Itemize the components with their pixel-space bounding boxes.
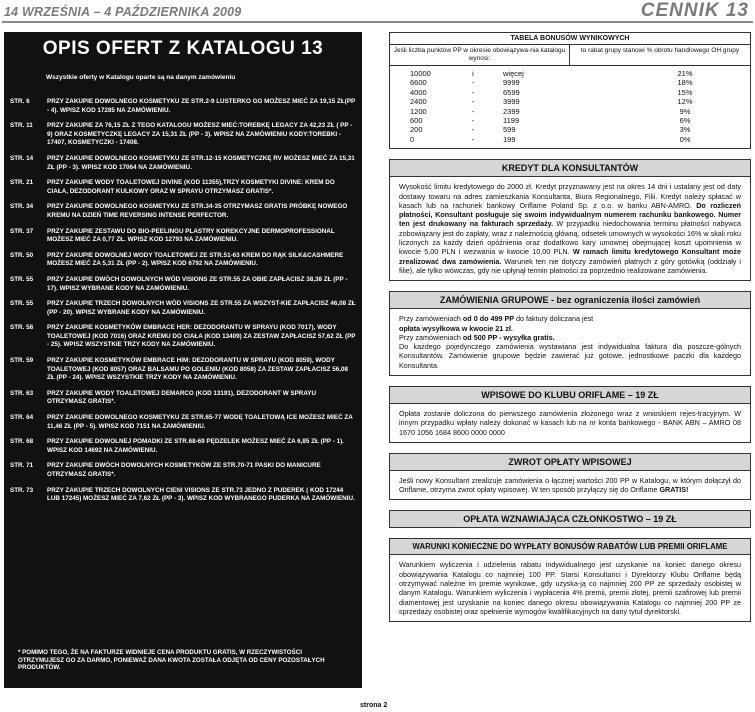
bonus-pct: 0% (679, 134, 691, 144)
bonus-to: 599 (503, 125, 516, 135)
group-line-4: Do każdego pojedynczego zamówienia wystawiana jest indywidualna faktura dla poszcze-gólnych Konsultantów. Zamówienie grupowe będzie zawierać już gotowe, jednostkowe paczki dla każdego Konsultanta. (399, 342, 741, 370)
offer-text: PRZY ZAKUPIE DOWOLNEJ WODY TOALETOWEJ ZE STR.51-63 KREM DO RĄK SILK&CASHMERE MOŻESZ MIEĆ ZA 5,31 ZŁ (PP - 2). WPISZ KOD 6792 NA ZAMÓWIENIU. (47, 251, 344, 268)
offer-item (10, 438, 356, 455)
offers-footnote: * POMIMO TEGO, ŻE NA FAKTURZE WIDNIEJE CENA PRODUKTU GRATIS, W RZECZYWISTOŚCI OTRZYMUJESZ GO ZA DARMO, PONIEWAŻ DANA KWOTA ZOSTAŁA ODJĘTA OD CENY POZOSTAŁYCH PRODUKTÓW. (18, 649, 325, 672)
refund-box (389, 453, 751, 501)
bonus-to: 9999 (503, 78, 520, 88)
offer-item (10, 462, 356, 479)
offer-item (10, 122, 356, 148)
offer-page: STR. 34 (10, 203, 34, 211)
refund-text: Jeśli nowy Konsultant zrealizuje zamówienia o łącznej wartości 200 PP w Katalogu, w którym dołączył do Oriflame, otrzyma zwrot opłaty wpisowej. W ten sposób przyłączy się do Oriflame GRATIS! (399, 475, 741, 495)
offer-text: PRZY ZAKUPIE KOSMETYKÓW EMBRACE HER: DEZODORANTU W SPRAYU (KOD 7017), WODY TOALETOWEJ (KOD 7016) ORAZ KREMU DO CIAŁA (KOD 13409) ZA ZESTAW ZAPŁACISZ 57,62 ZŁ (PP - 25). WPISZ WSZYSTKIE TRZY KODY NA ZAMÓWIENIU. (47, 324, 356, 349)
offer-page: STR. 71 (10, 462, 34, 470)
bonus-row (390, 88, 750, 97)
offer-page: STR. 50 (10, 251, 34, 259)
offers-list (10, 98, 356, 511)
group-line-2: opłata wysyłkowa w kwocie 21 zł. (399, 323, 513, 333)
bonus-sep: i (472, 69, 474, 78)
offer-text: PRZY ZAKUPIE WODY TOALETOWEJ DEMARCO (KOD 13191), DEZODORANT W SPRAYU OTRZYMASZ GRATIS*. (47, 389, 317, 406)
bonus-pct: 18% (677, 78, 693, 88)
credit-bold1: Do rozliczeń płatności, Konsultant posługuje się swoim indywidualnym numerem rachunku bankowego. Numer ten jest drukowany na fakturach sprzedaży. (399, 200, 741, 229)
entry-fee-text: Opłata zostanie doliczona do pierwszego zamówienia złożonego wraz z wnioskiem rejes-tracyjnym. W innym przypadku wpłaty należy dokonać w kasach lub na nr konta bankowego - BANK ABN – AMRO 08 1670 1056 1684 8600 0000 0000 (399, 409, 741, 437)
bonus-row (390, 107, 750, 116)
info-column (389, 32, 751, 632)
bonus-sep: - (471, 116, 475, 126)
bonus-to: 199 (503, 134, 516, 144)
bonus-pct: 12% (677, 97, 693, 107)
bonus-to: 6599 (503, 87, 520, 97)
offer-page: STR. 11 (10, 122, 33, 130)
bonus-from: 200 (410, 125, 423, 135)
bonus-table-rows (390, 66, 750, 148)
header-date: 14 WRZEŚNIA – 4 PAŹDZIERNIKA 2009 (4, 5, 242, 19)
group-orders-title (390, 292, 750, 309)
offer-text: PRZY ZAKUPIE TRZECH DOWOLNYCH CIENI VISIONS ZE STR.73 JEDNO Z PUDEREK ( KOD 17244 LUB 17245) MOŻESZ MIEĆ ZA 7,62 ZŁ (PP - 3). WPISZ KOD WYBRANEGO PUDERKA NA ZAMÓWIENIU. (47, 486, 355, 503)
entry-fee-title: WPISOWE DO KLUBU ORIFLAME – 19 ZŁ (390, 387, 750, 404)
offer-text: PRZY ZAKUPIE DWÓCH DOWOLNYCH KOSMETYKÓW ZE STR.70-71 PASKI DO MANICURE OTRZYMASZ GRATIS*. (47, 462, 321, 478)
bonus-row (390, 125, 750, 134)
bonus-to: więcej (503, 69, 524, 78)
offer-text: PRZY ZAKUPIE DWÓCH DOWOLNYCH WÓD VISIONS ZE STR.55 ZA OBIE ZAPŁACISZ 38,38 ZŁ (PP - 17). WPISZ WYBRANE KODY NA ZAMÓWIENIU. (47, 275, 348, 292)
offer-text: PRZY ZAKUPIE DOWOLNEGO KOSMETYKU ZE STR.65-77 WODĘ TOALETOWĄ ICE MOŻESZ MIEĆ ZA 11,46 ZŁ (PP - 5). WPISZ KOD 7151 NA ZAMÓWIENIU. (47, 414, 353, 430)
bonus-row (390, 97, 750, 106)
bonus-from: 2400 (410, 97, 427, 107)
group-line-1: Przy zamówieniach od 0 do 499 PP do faktury doliczana jest (399, 314, 594, 324)
offer-item (10, 203, 356, 220)
offer-item (10, 357, 356, 383)
offer-text: PRZY ZAKUPIE DOWOLNEGO KOSMETYKU ZE STR.2-9 LUSTERKO GG MOŻESZ MIEĆ ZA 19,15 ZŁ(PP - 4). WPISZ KOD 17285 NA ZAMÓWIENIU. (47, 98, 356, 114)
bonus-row (390, 135, 750, 144)
bonus-sep: - (471, 106, 475, 116)
group-title-rest: - bez ograniczenia ilości zamówień (548, 295, 701, 306)
offer-item (10, 228, 356, 245)
bonus-sep: - (471, 125, 475, 135)
offer-text: PRZY ZAKUPIE TRZECH DOWOLNYCH WÓD VISIONS ZE STR.55 ZA WSZYST-KIE ZAPŁACISZ 46,08 ZŁ (PP - 20). WPISZ WYBRANE KODY NA ZAMÓWIENIU. (47, 300, 356, 316)
offer-item (10, 300, 356, 317)
bonus-row (390, 69, 750, 78)
bonus-from: 10000 (410, 69, 431, 78)
bonus-from: 0 (410, 134, 415, 144)
bonus-to: 1199 (503, 116, 520, 126)
bonus-from: 1200 (410, 106, 427, 116)
offer-text: PRZY ZAKUPIE KOSMETYKÓW EMBRACE HIM: DEZODORANTU W SPRAYU (KOD 8059), WODY TOALETOWEJ (KOD 8057) ORAZ BALSAMU PO GOLENIU (KOD 8058) ZA ZESTAW ZAPŁACISZ 56,08 ZŁ (PP - 24). WPISZ WSZYSTKIE TRZY KODY NA ZAMÓWIENIU. (47, 357, 349, 382)
offer-page: STR. 21 (10, 179, 34, 187)
offer-page: STR. 37 (10, 227, 34, 235)
offer-item (10, 324, 356, 350)
bonus-col-points: Jeśli liczba punktów PP w okresie obowiązywa-nia katalogu wynosi: (390, 45, 570, 65)
offer-item (10, 98, 356, 115)
conditions-text: Warunkiem wyliczenia i udzielenia rabatu indywidualnego jest uzyskanie na koniec danego okresu obowiązywania Katalogu co najmniej 100 PP. Starsi Konsultanci i Dyrektorzy Klubu Oriflame będą otrzymywać należne im premie wynikowe, gdy uzyska-ją co najmniej 200 PP ze sprzedaży osobistej w danym Katalogu. Warunkiem wyliczenia i wypłacenia 4% premii, premii złotej, premii szafirowej lub premii diamentowej jest uzyskanie na koniec danego okresu obowiązywania Katalogu co najmniej 200 PP ze sprzedaży osobistej oraz spełnienie wymogów kwalifikacyjnych na dany tytuł dyrektorski. (399, 560, 741, 616)
bonus-sep: - (471, 87, 475, 97)
group-line-3: Przy zamówieniach od 500 PP - wysyłka gratis. (399, 332, 555, 342)
group-orders-box (389, 291, 751, 376)
offer-page: STR. 68 (10, 438, 34, 446)
offer-text: PRZY ZAKUPIE ZA 76,15 ZŁ Z TEGO KATALOGU MOŻESZ MIEĆ:TOREBKĘ LEGACY ZA 42,23 ZŁ ( PP - 9) ORAZ KOSMETYCZKĘ LEGACY ZA 15,31 ZŁ (PP - 3). WPISZ NA ZAMÓWIENIU KODY:TOREBKI - 17407, KOSMETYCZKI - 17408. (47, 122, 353, 147)
bonus-from: 600 (410, 116, 423, 126)
header-divider (2, 21, 753, 23)
bonus-table-title: TABELA BONUSÓW WYNIKOWYCH (390, 33, 750, 45)
offer-text: PRZY ZAKUPIE DOWOLNEJ POMADKI ZE STR.68-69 PĘDZELEK MOŻESZ MIEĆ ZA 6,85 ZŁ (PP - 1). WPISZ KOD 14692 NA ZAMÓWIENIU. (47, 438, 344, 454)
offer-item (10, 487, 356, 504)
bonus-from: 6600 (410, 78, 427, 88)
bonus-to: 2399 (503, 106, 520, 116)
bonus-sep: - (471, 134, 475, 144)
offer-page: STR. 64 (10, 414, 34, 422)
offer-item (10, 390, 356, 407)
credit-title: KREDYT DLA KONSULTANTÓW (390, 160, 750, 177)
bonus-pct: 6% (679, 116, 691, 126)
credit-bold2: W ramach limitu kredytowego Konsultant może zrealizować dwa zamówienia. (399, 247, 741, 266)
bonus-table (389, 32, 751, 149)
offers-title: OPIS OFERT Z KATALOGU 13 (42, 38, 324, 59)
offer-text: PRZY ZAKUPIE DOWOLNEGO KOSMETYKU ZE STR.34-35 OTRZYMASZ GRATIS PRÓBKĘ NOWEGO KREMU NA DZIEŃ TIME REVERSING INTENSE PERFECTOR. (47, 203, 348, 219)
renewal-title: OPŁATA WZNAWIAJĄCA CZŁONKOSTWO – 19 ZŁ (390, 511, 750, 527)
offer-text: PRZY ZAKUPIE ZESTAWU DO BIO-PEELINGU PLASTRY KOREKCYJNE DERMOPROFESSIONAL MOŻESZ MIEĆ ZA 0,77 ZŁ. WPISZ KOD 12793 NA ZAMÓWIENIU. (47, 227, 335, 244)
bonus-pct: 3% (679, 125, 691, 135)
page-title: CENNIK 13 (640, 0, 749, 21)
offer-item (10, 155, 356, 172)
offers-panel (4, 32, 362, 688)
renewal-box (389, 510, 751, 528)
offer-page: STR. 58 (10, 324, 34, 332)
offer-item (10, 179, 356, 196)
offer-item (10, 252, 356, 269)
credit-box (389, 159, 751, 281)
conditions-box (389, 538, 751, 622)
bonus-pct: 9% (679, 106, 691, 116)
offer-page: STR. 6 (10, 98, 30, 105)
conditions-title: WARUNKI KONIECZNE DO WYPŁATY BONUSÓW RABATÓW LUB PREMII ORIFLAME (390, 539, 750, 555)
bonus-row (390, 116, 750, 125)
bonus-to: 3999 (503, 97, 520, 107)
bonus-sep: - (471, 78, 475, 88)
credit-text (390, 177, 750, 280)
bonus-from: 4000 (410, 87, 427, 97)
offer-text: PRZY ZAKUPIE WODY TOALETOWEJ DIVINE (KOD 11355),TRZY KOSMETYKI DIVINE: KREM DO CIAŁA, DEZODORANT KULKOWY ORAZ W SPRAYU OTRZYMASZ GRATIS*. (47, 179, 335, 195)
offer-page: STR. 73 (10, 486, 34, 494)
page-number: strona 2 (360, 702, 388, 709)
bonus-table-header (390, 45, 750, 66)
offer-item (10, 276, 356, 293)
credit-p3: Warunek ten nie dotyczy zamówień płatnych z góry gotówką (oddziały i filie), ale tylko wówczas, gdy nie upłynął termin płatności za poprzednio realizowane zamówienia. (399, 256, 742, 275)
bonus-col-discount: to rabat grupy stanowi % obrotu handlowego OH grupy (580, 47, 740, 54)
refund-title: ZWROT OPŁATY WPISOWEJ (390, 454, 750, 471)
offer-text: PRZY ZAKUPIE DOWOLNEGO KOSMETYKU ZE STR.12-15 KOSMETYCZKĘ RV MOŻESZ MIEĆ ZA 15,31 ZŁ (PP - 3). WPISZ KOD 17064 NA ZAMÓWIENIU. (47, 154, 355, 171)
credit-p2: W przypadku niedochowania terminu płatności nabywca zobowiązany jest do zapłaty, wraz z należnością główną, odsetek umownych w wysokości 16% w skali roku liczonych za każdy dzień opóźnienia oraz dodatkowo kary umownej obejmującej koszt upomnienia w kwocie 5,00 PLN i wezwania w kwocie 10,00 PLN. (399, 219, 741, 257)
group-title-bold: ZAMÓWIENIA GRUPOWE (439, 295, 549, 306)
offer-page: STR. 14 (10, 154, 34, 162)
offer-page: STR. 55 (10, 275, 34, 283)
bonus-pct: 21% (677, 69, 693, 78)
credit-p1: Wysokość limitu kredytowego do 2000 zł. Kredyt przyznawany jest na okres 14 dni i ustalany jest od daty dostawy towaru na adres zamieszkania Konsultanta, Biura Regionalnego, Filii. Kredyt należy spłacać w kasach lub na rachunek bankowy Oriflame Poland Sp. z o.o. w banku ABN-AMRO. (399, 182, 741, 210)
offer-item (10, 414, 356, 431)
bonus-pct: 15% (677, 87, 693, 97)
group-orders-text (390, 309, 750, 375)
offer-page: STR. 55 (10, 300, 34, 308)
offer-page: STR. 59 (10, 357, 34, 365)
offers-subtitle: Wszystkie oferty w Katalogu oparte są na danym zamówieniu (46, 74, 236, 81)
bonus-sep: - (471, 97, 475, 107)
offer-page: STR. 63 (10, 389, 34, 397)
bonus-row (390, 78, 750, 87)
entry-fee-box (389, 386, 751, 443)
